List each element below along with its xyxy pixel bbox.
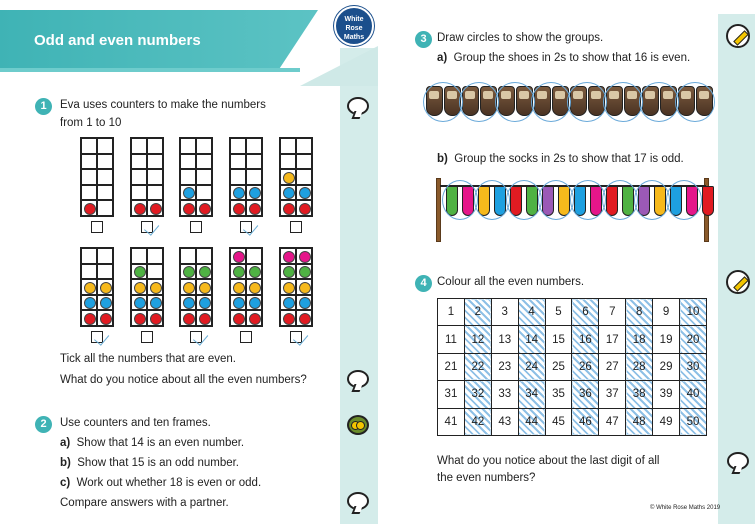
- counter: [84, 297, 96, 309]
- group-circle: [675, 82, 715, 122]
- counter: [283, 282, 295, 294]
- counter: [183, 203, 195, 215]
- counter: [233, 313, 245, 325]
- ten-frame: [279, 247, 313, 327]
- q1-instruction-tick: Tick all the numbers that are even.: [60, 353, 236, 365]
- counter: [249, 266, 261, 278]
- q3-part-b: b) Group the socks in 2s to show that 17 is odd.: [437, 153, 684, 165]
- speech-bubble-icon: [347, 97, 369, 115]
- counter: [249, 187, 261, 199]
- counter: [134, 266, 146, 278]
- grid-cell[interactable]: 33: [491, 381, 518, 408]
- ten-frame: [179, 247, 213, 327]
- q2-part-a: a) Show that 14 is an even number.: [60, 437, 245, 449]
- grid-cell[interactable]: 14: [518, 326, 545, 353]
- counter: [233, 266, 245, 278]
- group-circle: [442, 180, 478, 220]
- grid-cell[interactable]: 24: [518, 353, 545, 380]
- counter: [233, 282, 245, 294]
- tick-box[interactable]: [290, 221, 302, 233]
- grid-cell[interactable]: 19: [653, 326, 680, 353]
- ten-frame: [80, 247, 114, 327]
- q1-instruction-notice: What do you notice about all the even numbers?: [60, 374, 307, 386]
- grid-cell[interactable]: 12: [464, 326, 491, 353]
- counter: [84, 203, 96, 215]
- tick-box[interactable]: [91, 221, 103, 233]
- counter: [134, 203, 146, 215]
- grid-cell[interactable]: 23: [491, 353, 518, 380]
- grid-cell[interactable]: 50: [680, 408, 707, 435]
- speech-bubble-icon: [347, 370, 369, 388]
- page-title: Odd and even numbers: [34, 32, 201, 49]
- counter: [150, 282, 162, 294]
- grid-cell[interactable]: 42: [464, 408, 491, 435]
- grid-cell[interactable]: 29: [653, 353, 680, 380]
- counter: [199, 297, 211, 309]
- tick-box[interactable]: [190, 221, 202, 233]
- counter: [283, 172, 295, 184]
- counter: [134, 313, 146, 325]
- ten-frame: [229, 247, 263, 327]
- counter: [249, 297, 261, 309]
- question-3-number: 3: [415, 31, 432, 48]
- group-circle: [423, 82, 463, 122]
- grid-cell[interactable]: 26: [572, 353, 599, 380]
- tick-box[interactable]: [190, 331, 202, 343]
- copyright: © White Rose Maths 2019: [650, 505, 721, 511]
- q1-text-line2: from 1 to 10: [60, 117, 122, 129]
- grid-cell[interactable]: 43: [491, 408, 518, 435]
- counter: [183, 297, 195, 309]
- counter: [183, 313, 195, 325]
- ten-frame: [279, 137, 313, 217]
- grid-cell[interactable]: 2: [464, 299, 491, 326]
- counter: [249, 313, 261, 325]
- grid-cell[interactable]: 15: [545, 326, 572, 353]
- grid-cell[interactable]: 18: [626, 326, 653, 353]
- grid-cell[interactable]: 17: [599, 326, 626, 353]
- group-circle: [570, 180, 606, 220]
- counter: [299, 313, 311, 325]
- counter: [199, 313, 211, 325]
- grid-cell[interactable]: 30: [680, 353, 707, 380]
- group-circle: [495, 82, 535, 122]
- counter: [199, 282, 211, 294]
- grid-cell[interactable]: 28: [626, 353, 653, 380]
- grid-cell[interactable]: 25: [545, 353, 572, 380]
- owl-icon: [347, 415, 369, 435]
- grid-cell[interactable]: 16: [572, 326, 599, 353]
- counter: [134, 282, 146, 294]
- counter: [150, 313, 162, 325]
- counter: [283, 313, 295, 325]
- counter: [299, 297, 311, 309]
- q3-intro: Draw circles to show the groups.: [437, 32, 604, 44]
- q2-part-b: b) Show that 15 is an odd number.: [60, 457, 239, 469]
- counter: [150, 203, 162, 215]
- counter: [100, 297, 112, 309]
- grid-cell[interactable]: 11: [438, 326, 465, 353]
- tick-box[interactable]: [141, 221, 153, 233]
- counter: [233, 297, 245, 309]
- group-circle: [538, 180, 574, 220]
- q2-outro: Compare answers with a partner.: [60, 497, 229, 509]
- q4-intro: Colour all the even numbers.: [437, 276, 585, 288]
- group-circle: [459, 82, 499, 122]
- grid-cell[interactable]: 21: [438, 353, 465, 380]
- grid-cell[interactable]: 46: [572, 408, 599, 435]
- ten-frame: [130, 247, 164, 327]
- counter: [183, 266, 195, 278]
- grid-cell[interactable]: 36: [572, 381, 599, 408]
- counter: [299, 266, 311, 278]
- grid-cell[interactable]: 5: [545, 299, 572, 326]
- grid-row: [438, 408, 707, 435]
- counter: [150, 297, 162, 309]
- counter: [283, 266, 295, 278]
- grid-cell[interactable]: 7: [599, 299, 626, 326]
- group-circle: [639, 82, 679, 122]
- grid-cell[interactable]: 41: [438, 408, 465, 435]
- counter: [199, 266, 211, 278]
- grid-cell[interactable]: 1: [438, 299, 465, 326]
- right-page: [378, 0, 755, 524]
- counter: [199, 203, 211, 215]
- counter: [183, 282, 195, 294]
- grid-cell[interactable]: 6: [572, 299, 599, 326]
- tick-box[interactable]: [141, 331, 153, 343]
- grid-cell[interactable]: 20: [680, 326, 707, 353]
- q4-question-line1: What do you notice about the last digit of all: [437, 455, 660, 467]
- grid-cell[interactable]: 34: [518, 381, 545, 408]
- question-1-number: 1: [35, 98, 52, 115]
- counter: [100, 313, 112, 325]
- grid-cell[interactable]: 47: [599, 408, 626, 435]
- pencil-icon: [726, 270, 750, 294]
- grid-cell[interactable]: 3: [491, 299, 518, 326]
- counter: [100, 282, 112, 294]
- counter: [183, 187, 195, 199]
- counter: [283, 203, 295, 215]
- q2-intro: Use counters and ten frames.: [60, 417, 211, 429]
- counter: [233, 251, 245, 263]
- grid-row: [438, 381, 707, 408]
- grid-cell[interactable]: 32: [464, 381, 491, 408]
- title-stripe: [0, 68, 300, 72]
- hundred-square-grid: [437, 298, 707, 436]
- side-strip: [340, 48, 378, 524]
- speech-bubble-icon: [347, 492, 369, 510]
- grid-cell[interactable]: 38: [626, 381, 653, 408]
- group-circle: [602, 180, 638, 220]
- counter: [233, 203, 245, 215]
- counter: [299, 282, 311, 294]
- counter: [84, 282, 96, 294]
- ten-frame: [229, 137, 263, 217]
- ten-frame: [80, 137, 114, 217]
- q3-part-a: a) Group the shoes in 2s to show that 16 is even.: [437, 52, 691, 64]
- counter: [84, 313, 96, 325]
- tick-box[interactable]: [91, 331, 103, 343]
- grid-row: [438, 299, 707, 326]
- washing-line-pole-left: [436, 178, 441, 242]
- tick-box[interactable]: [290, 331, 302, 343]
- counter: [134, 297, 146, 309]
- group-circle: [506, 180, 542, 220]
- grid-cell[interactable]: 31: [438, 381, 465, 408]
- grid-cell[interactable]: 13: [491, 326, 518, 353]
- ten-frame: [130, 137, 164, 217]
- counter: [299, 251, 311, 263]
- side-strip: [718, 14, 755, 524]
- grid-cell[interactable]: 45: [545, 408, 572, 435]
- counter: [283, 297, 295, 309]
- speech-bubble-icon: [727, 452, 749, 470]
- grid-cell[interactable]: 49: [653, 408, 680, 435]
- counter: [299, 203, 311, 215]
- grid-cell[interactable]: 48: [626, 408, 653, 435]
- ten-frame: [179, 137, 213, 217]
- pencil-icon: [726, 24, 750, 48]
- counter: [233, 187, 245, 199]
- grid-cell[interactable]: 4: [518, 299, 545, 326]
- white-rose-maths-logo: White Rose Maths: [334, 6, 374, 46]
- grid-cell[interactable]: 8: [626, 299, 653, 326]
- grid-cell[interactable]: 10: [680, 299, 707, 326]
- counter: [299, 187, 311, 199]
- tick-box[interactable]: [240, 221, 252, 233]
- grid-cell[interactable]: 37: [599, 381, 626, 408]
- q2-part-c: c) Work out whether 18 is even or odd.: [60, 477, 262, 489]
- sock: [702, 186, 714, 216]
- grid-cell[interactable]: 39: [653, 381, 680, 408]
- group-circle: [567, 82, 607, 122]
- grid-row: [438, 326, 707, 353]
- group-circle: [531, 82, 571, 122]
- grid-cell[interactable]: 40: [680, 381, 707, 408]
- grid-cell[interactable]: 9: [653, 299, 680, 326]
- grid-row: [438, 353, 707, 380]
- counter: [249, 282, 261, 294]
- counter: [283, 251, 295, 263]
- group-circle: [634, 180, 670, 220]
- q1-text-line1: Eva uses counters to make the numbers: [60, 99, 266, 111]
- grid-cell[interactable]: 44: [518, 408, 545, 435]
- q4-question-line2: the even numbers?: [437, 472, 536, 484]
- grid-cell[interactable]: 27: [599, 353, 626, 380]
- tick-box[interactable]: [240, 331, 252, 343]
- counter: [249, 203, 261, 215]
- counter: [283, 187, 295, 199]
- question-2-number: 2: [35, 416, 52, 433]
- grid-cell[interactable]: 22: [464, 353, 491, 380]
- group-circle: [603, 82, 643, 122]
- group-circle: [666, 180, 702, 220]
- grid-cell[interactable]: 35: [545, 381, 572, 408]
- group-circle: [474, 180, 510, 220]
- question-4-number: 4: [415, 275, 432, 292]
